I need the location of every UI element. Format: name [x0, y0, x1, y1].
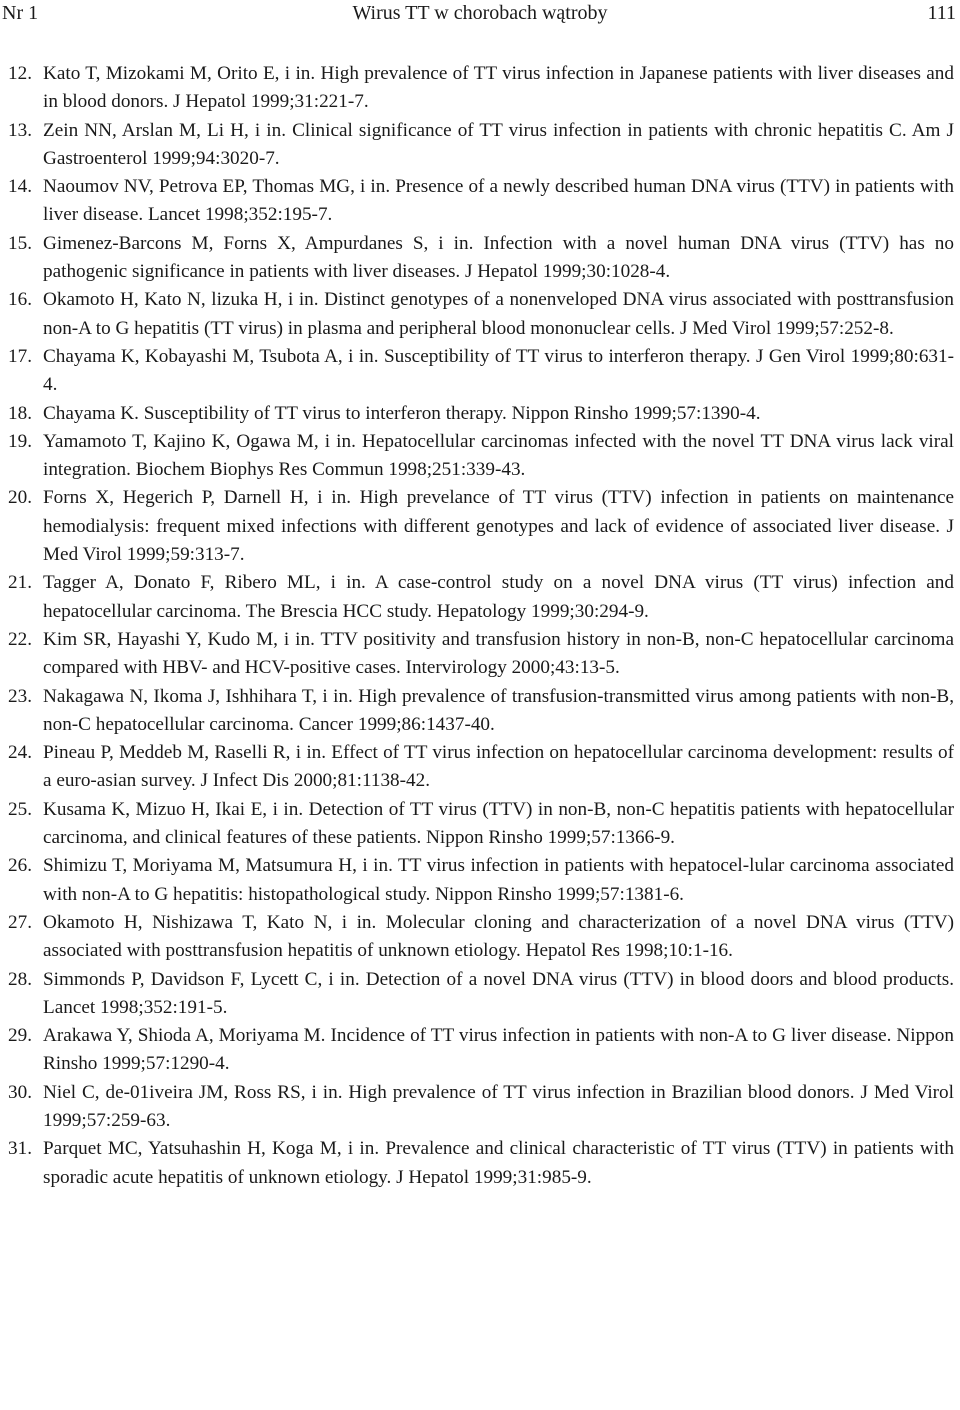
reference-item — [8, 739, 954, 796]
reference-number: 30. — [8, 1081, 32, 1103]
reference-number: 15. — [8, 232, 32, 254]
reference-list — [8, 60, 954, 1192]
reference-item — [8, 852, 954, 909]
reference-text: Pineau P, Meddeb M, Raselli R, i in. Effect of TT virus infection on hepatocellular carcinoma development: results of a euro-asian survey. J Infect Dis 2000;81:1138-42. — [43, 742, 954, 792]
reference-text: Nakagawa N, Ikoma J, Ishhihara T, i in. High prevalence of transfusion-transmitted virus among patients with non-B, non-C hepatocellular carcinoma. Cancer 1999;86:1437-40. — [43, 685, 954, 735]
reference-number: 14. — [8, 176, 32, 198]
reference-item — [8, 1079, 954, 1136]
reference-number: 21. — [8, 572, 32, 594]
reference-text: Okamoto H, Nishizawa T, Kato N, i in. Molecular cloning and characterization of a novel DNA virus (TTV) associated with posttransfusion hepatitis of unknown etiology. Hepatol Res 1998;10:1-16. — [43, 911, 954, 962]
reference-item — [8, 966, 954, 1023]
reference-text: Kim SR, Hayashi Y, Kudo M, i in. TTV positivity and transfusion history in non-B, non-C hepatocellular carcinoma compared with HBV- and HCV-positive cases. Intervirology 2000;43:13-5. — [43, 628, 954, 679]
reference-number: 17. — [8, 345, 32, 367]
page-number: 111 — [927, 2, 956, 24]
reference-text: Gimenez-Barcons M, Forns X, Ampurdanes S, i in. Infection with a novel human DNA virus (TTV) has no pathogenic significance in patients with liver diseases. J Hepatol 1999;30:1028-4. — [43, 232, 954, 283]
reference-text: Shimizu T, Moriyama M, Matsumura H, i in. TT virus infection in patients with hepatocel-lular carcinoma associated with non-A to G hepatitis: histopathological study. Nippon Rinsho 1999;57:1381-6. — [43, 855, 954, 905]
reference-number: 16. — [8, 289, 32, 311]
reference-text: Niel C, de-01iveira JM, Ross RS, i in. High prevalence of TT virus infection in Brazilian blood donors. J Med Virol 1999;57:259-63. — [43, 1081, 954, 1131]
reference-item — [8, 400, 954, 428]
reference-text: Yamamoto T, Kajino K, Ogawa M, i in. Hepatocellular carcinomas infected with the novel TT DNA virus lack viral integration. Biochem Biophys Res Commun 1998;251:339-43. — [43, 430, 954, 481]
reference-number: 13. — [8, 119, 32, 141]
reference-item — [8, 796, 954, 853]
reference-number: 22. — [8, 628, 32, 650]
reference-number: 27. — [8, 911, 32, 933]
reference-number: 29. — [8, 1025, 32, 1047]
reference-text: Simmonds P, Davidson F, Lycett C, i in. Detection of a novel DNA virus (TTV) in blood doors and blood products. Lancet 1998;352:191-5. — [43, 968, 954, 1018]
running-header — [0, 0, 960, 28]
reference-text: Kato T, Mizokami M, Orito E, i in. High prevalence of TT virus infection in Japanese patients with liver diseases and in blood donors. J Hepatol 1999;31:221-7. — [43, 63, 954, 113]
reference-number: 20. — [8, 487, 32, 509]
reference-text: Kusama K, Mizuo H, Ikai E, i in. Detection of TT virus (TTV) in non-B, non-C hepatitis patients with hepatocellular carcinoma, and clinical features of these patients. Nippon Rinsho 1999;57:1366-9. — [43, 798, 954, 849]
reference-number: 24. — [8, 742, 32, 764]
reference-number: 19. — [8, 430, 32, 452]
reference-item — [8, 683, 954, 740]
reference-number: 23. — [8, 685, 32, 707]
reference-number: 18. — [8, 402, 32, 424]
reference-number: 31. — [8, 1138, 32, 1160]
reference-number: 28. — [8, 968, 32, 990]
reference-text: Chayama K. Susceptibility of TT virus to interferon therapy. Nippon Rinsho 1999;57:1390-4. — [43, 402, 761, 424]
reference-text: Tagger A, Donato F, Ribero ML, i in. A case-control study on a novel DNA virus (TT virus) infection and hepatocellular carcinoma. The Brescia HCC study. Hepatology 1999;30:294-9. — [43, 572, 954, 622]
reference-item — [8, 60, 954, 117]
reference-item — [8, 1022, 954, 1079]
reference-item — [8, 343, 954, 400]
reference-item — [8, 484, 954, 569]
reference-number: 25. — [8, 798, 32, 820]
reference-item — [8, 428, 954, 485]
issue-number: Nr 1 — [2, 2, 39, 24]
reference-item — [8, 626, 954, 683]
reference-number: 26. — [8, 855, 32, 877]
running-title: Wirus TT w chorobach wątroby — [352, 2, 608, 24]
reference-text: Chayama K, Kobayashi M, Tsubota A, i in. Susceptibility of TT virus to interferon therapy. J Gen Virol 1999;80:631-4. — [43, 345, 954, 396]
reference-text: Parquet MC, Yatsuhashin H, Koga M, i in. Prevalence and clinical characteristic of TT virus (TTV) in patients with sporadic acute hepatitis of unknown etiology. J Hepatol 1999;31:985-9. — [43, 1138, 954, 1188]
reference-text: Zein NN, Arslan M, Li H, i in. Clinical significance of TT virus infection in patients with chronic hepatitis C. Am J Gastroenterol 1999;94:3020-7. — [43, 119, 954, 169]
reference-item — [8, 909, 954, 966]
reference-item — [8, 173, 954, 230]
reference-number: 12. — [8, 63, 32, 84]
reference-text: Arakawa Y, Shioda A, Moriyama M. Incidence of TT virus infection in patients with non-A to G liver disease. Nippon Rinsho 1999;57:1290-4. — [43, 1025, 954, 1075]
reference-item — [8, 230, 954, 287]
reference-item — [8, 569, 954, 626]
reference-text: Forns X, Hegerich P, Darnell H, i in. High prevelance of TT virus (TTV) infection in patients on maintenance hemodialysis: frequent mixed infections with different genotypes and lack of evidence of associated liver disease. J Med Virol 1999;59:313-7. — [43, 487, 954, 566]
reference-item — [8, 286, 954, 343]
reference-text: Okamoto H, Kato N, lizuka H, i in. Distinct genotypes of a nonenveloped DNA virus associated with posttransfusion non-A to G hepatitis (TT virus) in plasma and peripheral blood mononuclear cells. J Med Virol 1999;57:252-8. — [43, 289, 954, 339]
reference-text: Naoumov NV, Petrova EP, Thomas MG, i in. Presence of a newly described human DNA virus (TTV) in patients with liver disease. Lancet 1998;352:195-7. — [43, 176, 954, 226]
reference-item — [8, 117, 954, 174]
reference-item — [8, 1135, 954, 1192]
